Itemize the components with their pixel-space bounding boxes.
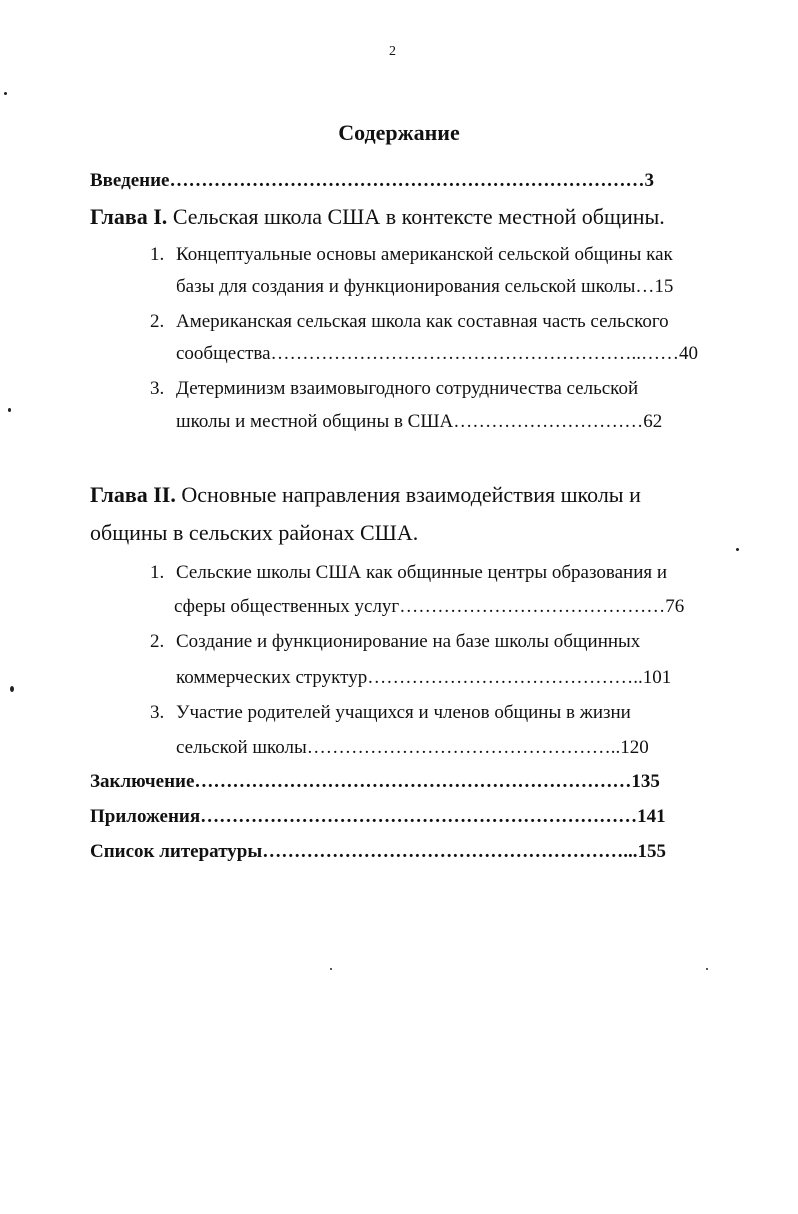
toc-item — [150, 244, 673, 266]
toc-item-continuation — [176, 737, 649, 759]
chapter-1-heading — [90, 204, 665, 230]
toc-item — [150, 702, 631, 724]
toc-item — [150, 631, 640, 653]
toc-page: 40 — [679, 343, 699, 364]
item-line: школы и местной общины в США………………………… — [176, 411, 644, 432]
page-title: Содержание — [338, 120, 460, 145]
chapter-label: Глава I. — [90, 204, 168, 229]
toc-entry-intro — [90, 170, 654, 192]
toc-entry-appendix — [90, 806, 666, 828]
toc-leader: …………………………………………………... — [262, 841, 638, 862]
item-number: 3. — [150, 378, 165, 399]
item-line: Участие родителей учащихся и членов общины в жизни — [176, 702, 631, 723]
item-line: Американская сельская школа как составная часть сельского — [176, 311, 669, 332]
chapter-title: Основные направления взаимодействия школы и — [181, 482, 641, 507]
toc-item — [150, 311, 669, 333]
item-line: базы для создания и функционирования сельской школы… — [176, 276, 655, 297]
toc-page: 15 — [654, 276, 674, 297]
item-number: 2. — [150, 631, 165, 652]
item-line: коммерческих структур…………………………………….. — [176, 667, 643, 688]
page-number: 2 — [389, 44, 396, 59]
scan-speck — [736, 548, 739, 551]
toc-entry-conclusion — [90, 771, 660, 793]
item-line: сельской школы………………………………………….. — [176, 737, 621, 758]
chapter-title: Сельская школа США в контексте местной общины. — [172, 204, 665, 229]
scan-speck — [10, 686, 14, 692]
item-number: 2. — [150, 311, 165, 332]
scan-speck — [706, 968, 708, 970]
item-line: сферы общественных услуг…………………………………… — [174, 596, 666, 617]
toc-leader: …………………………………………………………… — [194, 771, 632, 792]
item-number: 1. — [150, 244, 165, 265]
toc-page: 3 — [644, 170, 654, 191]
toc-item-continuation — [176, 411, 662, 433]
toc-entry-references — [90, 841, 666, 863]
chapter-label: Глава II. — [90, 482, 176, 507]
toc-item-continuation — [176, 667, 671, 689]
toc-item-continuation — [176, 343, 698, 365]
chapter-2-heading-continuation — [90, 520, 418, 546]
toc-entry-text: Приложения — [90, 806, 201, 827]
item-line: Детерминизм взаимовыгодного сотрудничества сельской — [176, 378, 639, 399]
toc-leader: …………………………………………………………… — [200, 806, 638, 827]
toc-page: 120 — [620, 737, 649, 758]
toc-item-continuation — [174, 596, 684, 618]
toc-item — [150, 562, 667, 584]
item-line: сообщества…………………………………………………..…… — [176, 343, 680, 364]
toc-item-continuation — [176, 276, 673, 298]
scan-speck — [4, 92, 7, 95]
chapter-title: общины в сельских районах США. — [90, 520, 419, 545]
toc-leader: ………………………………………………………………… — [169, 170, 645, 191]
item-line: Концептуальные основы американской сельской общины как — [176, 244, 673, 265]
toc-page: 101 — [642, 667, 672, 688]
toc-entry-text: Введение — [90, 170, 170, 191]
scan-speck — [330, 968, 332, 970]
item-number: 1. — [150, 562, 165, 583]
toc-entry-text: Заключение — [90, 771, 195, 792]
scan-speck — [8, 408, 11, 412]
item-number: 3. — [150, 702, 165, 723]
toc-page: 62 — [643, 411, 663, 432]
toc-page: 76 — [665, 596, 685, 617]
toc-page: 155 — [637, 841, 666, 862]
item-line: Сельские школы США как общинные центры образования и — [176, 562, 668, 583]
toc-page: 141 — [637, 806, 666, 827]
toc-entry-text: Список литературы — [90, 841, 263, 862]
toc-item — [150, 378, 638, 400]
chapter-2-heading — [90, 482, 641, 508]
toc-page: 135 — [631, 771, 660, 792]
item-line: Создание и функционирование на базе школы общинных — [176, 631, 641, 652]
